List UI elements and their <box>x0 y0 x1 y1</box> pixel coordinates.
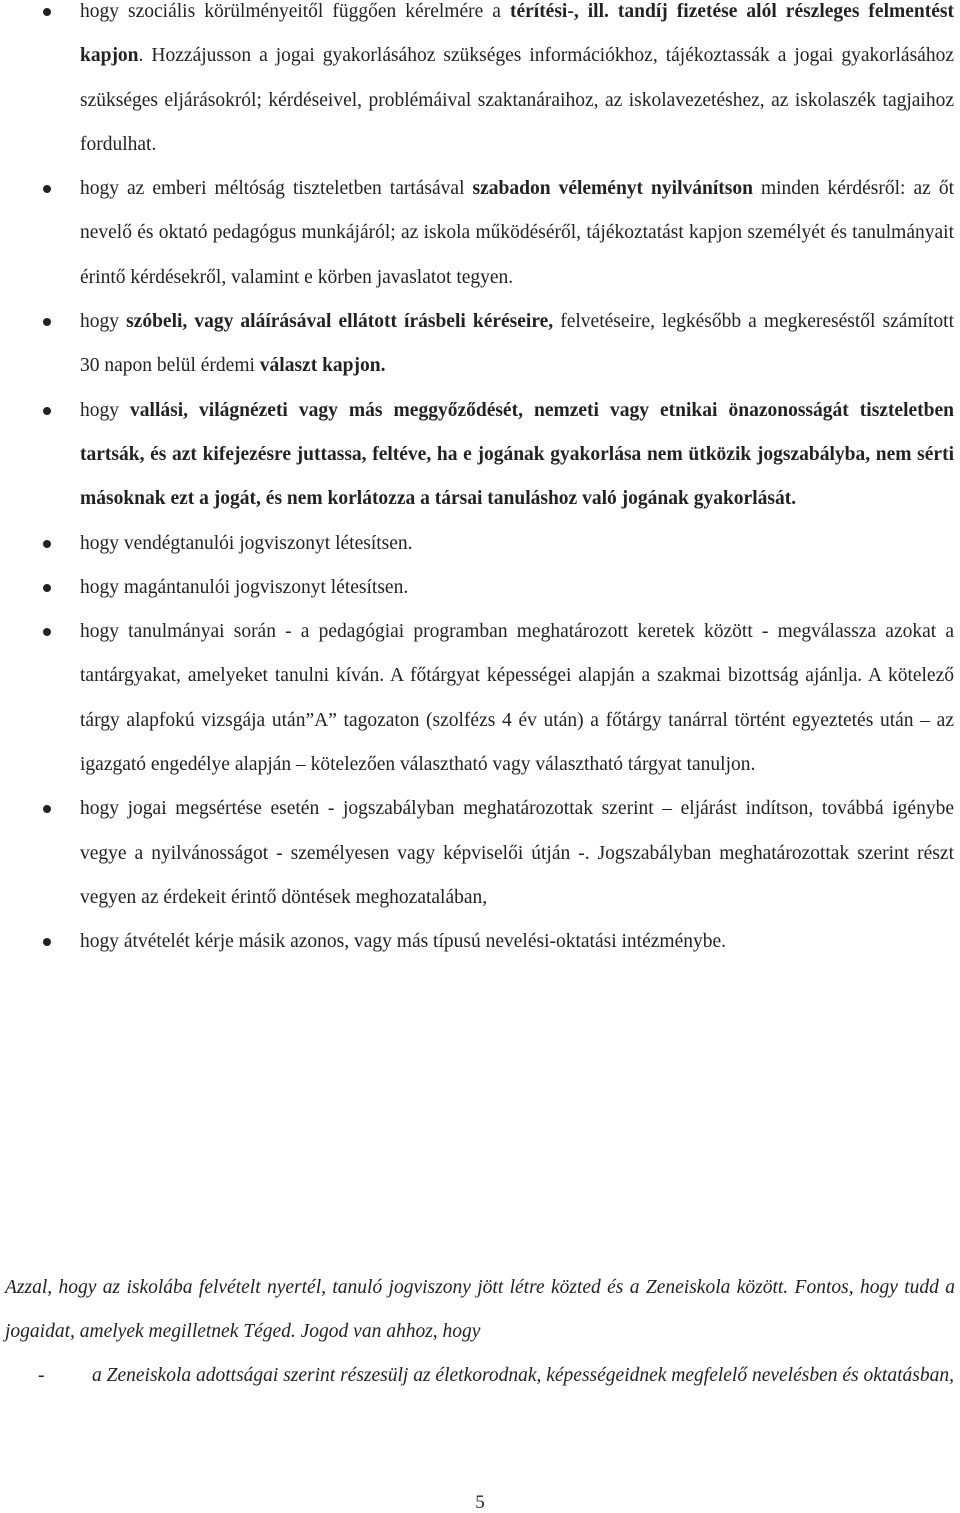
bold-text: szóbeli, vagy aláírásával ellátott írásbeli kéréseire, <box>126 311 554 333</box>
bullet-dot-icon <box>43 318 51 326</box>
text-run: hogy vendégtanulói jogviszonyt létesítsen. <box>80 532 413 554</box>
dash-item <box>0 1354 960 1398</box>
text-run: hogy átvételét kérje másik azonos, vagy más típusú nevelési-oktatási intézménybe. <box>80 931 727 953</box>
bullet-dot-icon <box>43 8 51 16</box>
text-run: felvetéseire, legkésőbb a megkereséstől számított 30 napon belül érdemi <box>80 311 955 377</box>
text-run: hogy az emberi méltóság tiszteletben tartásával <box>80 178 473 200</box>
text-run: hogy <box>80 399 131 421</box>
bullet-item <box>0 920 960 964</box>
text-run: hogy tanulmányai során - a pedagógiai programban meghatározott keretek között - megválassza azokat a tantárgyakat, amelyeket tanulni kíván. A főtárgyat képességei alapján a szakmai bizottság ajánlja. A kötelező tárgy alapfokú vizsgája után”A” tagozaton (szolfézs 4 év után) a főtárgy tanárral történt egyeztetés után – az igazgató engedélye alapján – kötelezően választható vagy választható tárgyat tanuljon. <box>80 621 954 776</box>
dash-marker: - <box>38 1365 45 1386</box>
bullet-dot-icon <box>43 628 51 636</box>
text-run: hogy szociális körülményeitől függően kérelmére a <box>80 1 510 22</box>
intro-paragraph: Azzal, hogy az iskolába felvételt nyertél, tanuló jogviszony jött létre közted és a Zeneiskola között. Fontos, hogy tudd a jogaidat, amelyek megilletnek Téged. Jogod van ahhoz, hogy <box>5 1277 955 1343</box>
bullet-dot-icon <box>43 938 51 946</box>
bullet-dot-icon <box>43 185 51 193</box>
bullet-item <box>0 787 960 920</box>
bullet-item <box>0 522 960 566</box>
bullet-item <box>0 167 960 300</box>
bullet-item <box>0 610 960 787</box>
bullet-item <box>0 0 960 167</box>
bullet-dot-icon <box>43 407 51 415</box>
text-run: hogy <box>80 311 127 333</box>
bold-text: térítési-, ill. tandíj fizetése alól részleges felmentést kapjon <box>80 1 954 67</box>
bold-text: szabadon véleményt nyilvánítson <box>472 178 753 200</box>
bold-text: választ kapjon. <box>259 355 386 377</box>
bullet-dot-icon <box>43 805 51 813</box>
page-number: 5 <box>475 1492 485 1513</box>
bold-text: vallási, világnézeti vagy más meggyőződését, nemzeti vagy etnikai önazonosságát tiszteletben tartsák, és azt kifejezésre juttassa, feltéve, ha e jogának gyakorlása nem ütközik jogszabályba, nem sérti másoknak ezt a jogát, és nem korlátozza a társai tanuláshoz való jogának gyakorlását. <box>80 399 954 510</box>
text-run: minden kérdésről: az őt nevelő és oktató pedagógus munkájáról; az iskola működéséről, tájékoztatást kapjon személyét és tanulmányait érintő kérdésekről, valamint e körben javaslatot tegyen. <box>80 178 954 288</box>
bullet-item <box>0 300 960 389</box>
text-run: . Hozzájusson a jogai gyakorlásához szükséges információkhoz, tájékoztassák a jogai gyakorlásához szükséges eljárásokról; kérdéseivel, problémáival szaktanáraihoz, az iskolavezetéshez, az iskolaszék tagjaihoz fordulhat. <box>80 45 954 155</box>
bullet-item <box>0 566 960 610</box>
bullet-item <box>0 389 960 522</box>
text-run: hogy magántanulói jogviszonyt létesítsen. <box>80 576 409 598</box>
bullet-dot-icon <box>43 540 51 548</box>
dash-item-text: a Zeneiskola adottságai szerint részesülj az életkorodnak, képességeidnek megfelelő nevelésben és oktatásban, <box>92 1365 954 1386</box>
bullet-dot-icon <box>43 584 51 592</box>
rights-dash-list <box>0 1354 960 1398</box>
text-run: hogy jogai megsértése esetén - jogszabályban meghatározottak szerint – eljárást indítson, továbbá igénybe vegye a nyilvánosságot - személyesen vagy képviselői útján -. Jogszabályban meghatározottak szerint részt vegyen az érdekeit érintő döntések meghozatalában, <box>80 798 954 908</box>
